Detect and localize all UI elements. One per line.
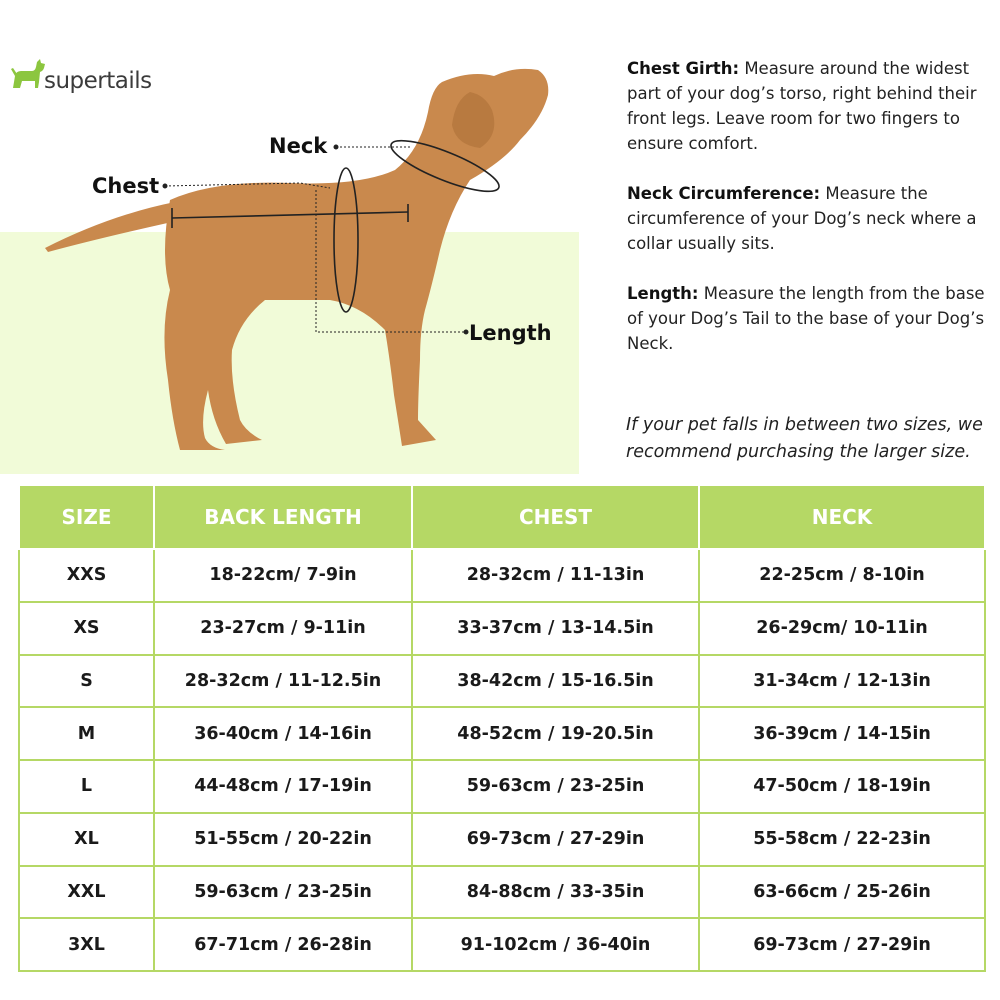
neck-cell: 47-50cm / 18-19in [699, 760, 985, 813]
chest-girth-title: Chest Girth: [627, 59, 740, 78]
back-length-cell: 18-22cm/ 7-9in [154, 549, 412, 602]
neck-cell: 26-29cm/ 10-11in [699, 602, 985, 655]
table-row [19, 707, 985, 760]
chest-cell: 38-42cm / 15-16.5in [412, 655, 699, 708]
length-title: Length: [627, 284, 699, 303]
header-size: SIZE [19, 485, 154, 549]
size-cell: XL [19, 813, 154, 866]
neck-cell: 55-58cm / 22-23in [699, 813, 985, 866]
neck-instruction [627, 181, 987, 256]
chest-cell: 59-63cm / 23-25in [412, 760, 699, 813]
back-length-cell: 67-71cm / 26-28in [154, 918, 412, 971]
size-cell: XXS [19, 549, 154, 602]
header-back-length: BACK LENGTH [154, 485, 412, 549]
chest-cell: 48-52cm / 19-20.5in [412, 707, 699, 760]
size-recommendation-note: If your pet falls in between two sizes, we recommend purchasing the larger size. [626, 415, 983, 462]
chest-cell: 69-73cm / 27-29in [412, 813, 699, 866]
neck-cell: 36-39cm / 14-15in [699, 707, 985, 760]
back-length-cell: 28-32cm / 11-12.5in [154, 655, 412, 708]
chest-label: Chest [92, 174, 160, 198]
size-cell: XS [19, 602, 154, 655]
chest-cell: 84-88cm / 33-35in [412, 866, 699, 919]
dog-measurement-illustration [0, 0, 600, 480]
neck-cell: 69-73cm / 27-29in [699, 918, 985, 971]
chest-cell: 91-102cm / 36-40in [412, 918, 699, 971]
table-row [19, 655, 985, 708]
back-length-cell: 23-27cm / 9-11in [154, 602, 412, 655]
table-row [19, 866, 985, 919]
table-header-row [19, 485, 985, 549]
back-length-cell: 36-40cm / 14-16in [154, 707, 412, 760]
neck-label: Neck [269, 134, 328, 158]
back-length-cell: 44-48cm / 17-19in [154, 760, 412, 813]
size-cell: M [19, 707, 154, 760]
size-chart-table [18, 484, 986, 972]
chest-cell: 28-32cm / 11-13in [412, 549, 699, 602]
table-row [19, 602, 985, 655]
back-length-cell: 59-63cm / 23-25in [154, 866, 412, 919]
brand-name: supertails [44, 68, 152, 94]
neck-title: Neck Circumference: [627, 184, 821, 203]
back-length-cell: 51-55cm / 20-22in [154, 813, 412, 866]
table-row [19, 813, 985, 866]
size-cell: S [19, 655, 154, 708]
neck-text: Measure the circumference of your Dog’s neck where a collar usually sits. [627, 184, 977, 253]
length-instruction [627, 281, 987, 356]
size-cell: XXL [19, 866, 154, 919]
neck-cell: 63-66cm / 25-26in [699, 866, 985, 919]
size-cell: L [19, 760, 154, 813]
neck-cell: 31-34cm / 12-13in [699, 655, 985, 708]
chest-girth-text: Measure around the widest part of your dog’s torso, right behind their front legs. Leave room for two fingers to ensure comfort. [627, 59, 977, 153]
table-row [19, 760, 985, 813]
table-row [19, 549, 985, 602]
chest-girth-instruction [627, 56, 987, 156]
header-chest: CHEST [412, 485, 699, 549]
chest-cell: 33-37cm / 13-14.5in [412, 602, 699, 655]
header-neck: NECK [699, 485, 985, 549]
measurement-instructions [627, 56, 987, 381]
size-cell: 3XL [19, 918, 154, 971]
length-label: Length [469, 321, 552, 345]
length-text: Measure the length from the base of your Dog’s Tail to the base of your Dog’s Neck. [627, 284, 985, 353]
table-row [19, 918, 985, 971]
neck-cell: 22-25cm / 8-10in [699, 549, 985, 602]
